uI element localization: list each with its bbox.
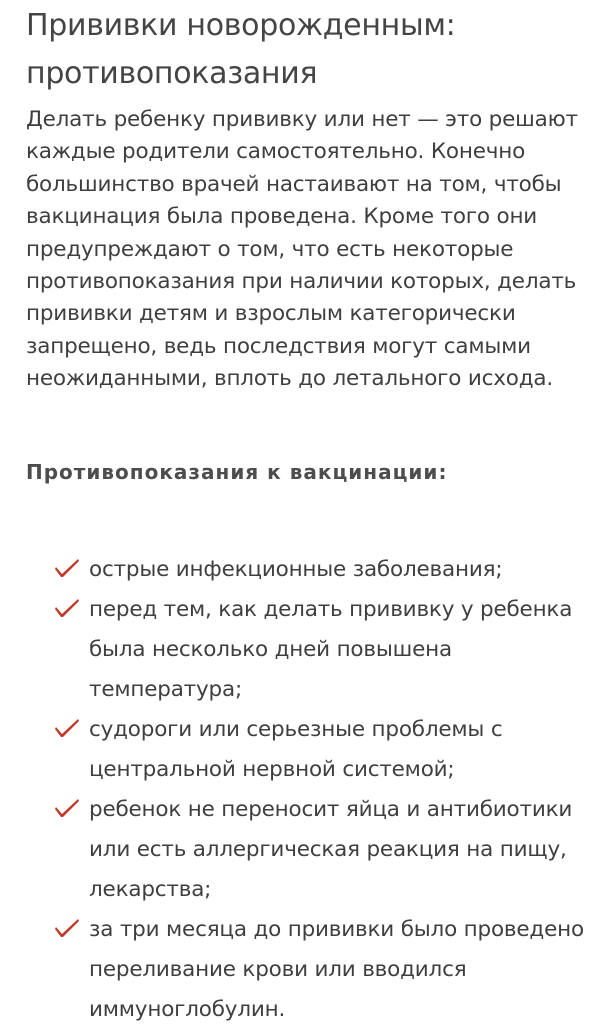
checkmark-icon (54, 796, 80, 818)
intro-paragraph: Делать ребенку прививку или нет — это решают каждые родители самостоятельно. Конечно большинство врачей настаивают на том, чтобы вакцинация была проведена. Кроме того они предупреждают о том, что есть некоторые противопоказания при наличии которых, делать прививки детям и взрослым категорически запрещено, ведь последствия могут самыми неожиданными, вплоть до летального исхода. (26, 107, 578, 392)
list-item-text: острые инфекционные заболевания; (89, 557, 503, 582)
list-item-text: судороги или серьезные проблемы с центральной нервной системой; (89, 717, 503, 782)
page-title: Прививки новорожденным: противопоказания (26, 8, 456, 91)
checkmark-icon (54, 916, 80, 938)
contraindications-heading: Противопоказания к вакцинации: (26, 460, 448, 484)
checkmark-icon (54, 556, 80, 578)
list-item (0, 590, 600, 710)
list-item (0, 550, 600, 590)
list-item-text: за три месяца до прививки было проведено переливание крови или вводился иммуноглобулин. (89, 917, 584, 1022)
list-item (0, 710, 600, 790)
list-item (0, 910, 600, 1030)
checkmark-icon (54, 596, 80, 618)
contraindications-list (0, 550, 600, 1030)
checkmark-icon (54, 716, 80, 738)
list-item-text: ребенок не переносит яйца и антибиотики или есть аллергическая реакция на пищу, лекарства; (89, 797, 573, 902)
list-item-text: перед тем, как делать прививку у ребенка была несколько дней повышена температура; (89, 597, 573, 702)
list-item (0, 790, 600, 910)
